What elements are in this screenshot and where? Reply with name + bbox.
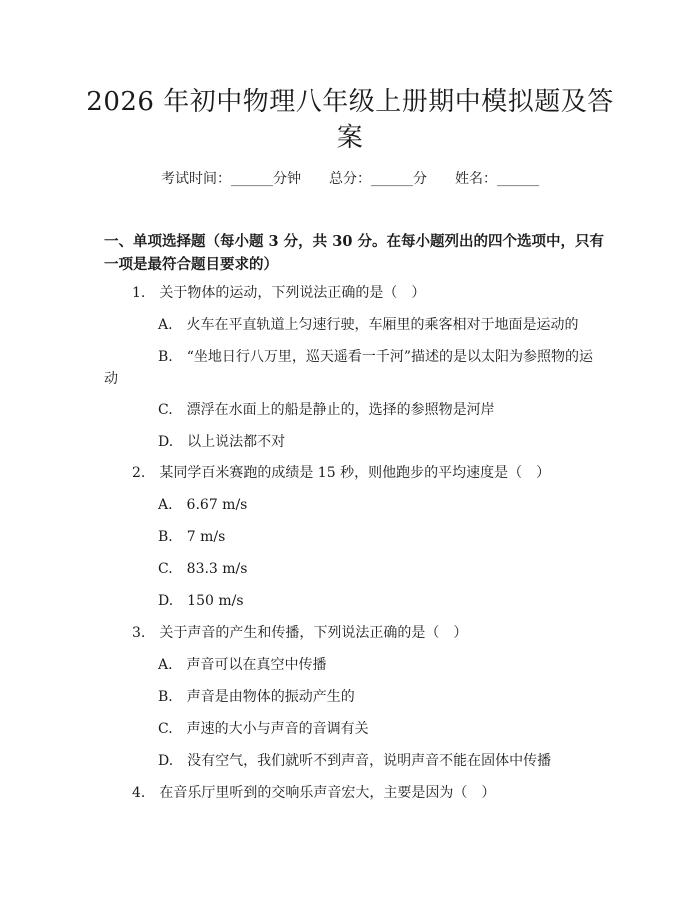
question-3-option-a: A. 声音可以在真空中传播	[158, 657, 327, 673]
question-3-option-b: B. 声音是由物体的振动产生的	[158, 689, 355, 705]
question-2-option-c: C. 83.3 m/s	[158, 561, 248, 577]
exam-title-line2: 案	[336, 123, 364, 153]
question-1-option-d: D. 以上说法都不对	[158, 434, 286, 450]
student-name-field: 姓名：______	[455, 171, 539, 187]
question-1-option-c: C. 漂浮在水面上的船是静止的，选择的参照物是河岸	[158, 402, 495, 418]
question-3-option-d: D. 没有空气，我们就听不到声音，说明声音不能在固体中传播	[158, 753, 552, 769]
exam-meta	[0, 168, 700, 188]
question-1-option-b: B. “坐地日行八万里，巡天遥看一千河”描述的是以太阳为参照物的运	[158, 349, 594, 365]
question-1-stem: 1. 关于物体的运动，下列说法正确的是（ ）	[132, 285, 426, 301]
question-3-stem: 3. 关于声音的产生和传播，下列说法正确的是（ ）	[132, 625, 468, 641]
question-1-option-b-wrap: 动	[104, 371, 118, 387]
exam-time-field: 考试时间：______分钟	[161, 171, 301, 187]
total-score-field: 总分：______分	[329, 171, 427, 187]
section-heading: 一、单项选择题（每小题 3 分，共 30 分。在每小题列出的四个选项中，只有一项是最符合题目要求的）	[104, 233, 604, 273]
exam-title-line1: 2026 年初中物理八年级上册期中模拟题及答	[86, 87, 614, 117]
question-4-stem: 4. 在音乐厅里听到的交响乐声音宏大，主要是因为（ ）	[132, 785, 496, 801]
question-3-option-c: C. 声速的大小与声音的音调有关	[158, 721, 369, 737]
question-2-stem: 2. 某同学百米赛跑的成绩是 15 秒，则他跑步的平均速度是（ ）	[132, 465, 551, 481]
question-2-option-a: A. 6.67 m/s	[158, 497, 248, 513]
question-2-option-d: D. 150 m/s	[158, 593, 244, 609]
question-2-option-b: B. 7 m/s	[158, 529, 226, 545]
question-1-option-a: A. 火车在平直轨道上匀速行驶，车厢里的乘客相对于地面是运动的	[158, 317, 579, 333]
